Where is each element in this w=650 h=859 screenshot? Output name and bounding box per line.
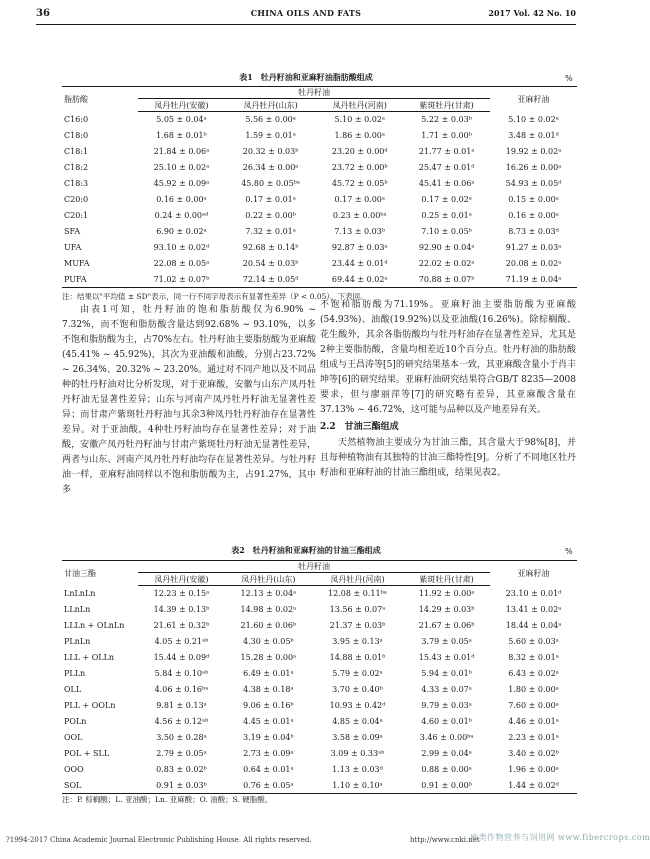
table-cell: 11.92 ± 0.00ᵃ [418, 589, 475, 599]
table-cell: 0.22 ± 0.00ᵇ [245, 211, 296, 220]
table-cell: 72.14 ± 0.05ᵈ [225, 272, 316, 288]
table2-col-header: 亚麻籽油 [490, 561, 577, 586]
row-label: PLnLn [64, 637, 91, 646]
table-cell: 5.10 ± 0.02ᵃ [508, 115, 559, 124]
table2-col-header: 凤丹牡丹(河南) [312, 573, 403, 586]
table-cell: 1.44 ± 0.02ᵈ [490, 778, 577, 794]
right-column [320, 298, 576, 481]
table-cell: 1.71 ± 0.00ᵇ [421, 131, 472, 140]
table-cell: 4.38 ± 0.18ᵃ [243, 685, 294, 694]
row-label: OOL [64, 733, 83, 742]
table-cell: 0.25 ± 0.01ᵃ [421, 211, 472, 220]
table-cell: 69.44 ± 0.02ᵃ [316, 272, 403, 288]
table-cell: 20.08 ± 0.02ᵃ [505, 259, 562, 268]
table-cell: 23.20 ± 0.00ᵈ [331, 147, 388, 156]
table-row [62, 192, 577, 208]
table-cell: 93.10 ± 0.02ᵈ [153, 243, 210, 252]
table-cell: 14.39 ± 0.13ᵇ [153, 605, 210, 614]
table-cell: 15.43 ± 0.01ᵈ [418, 653, 475, 662]
table-row [62, 128, 577, 144]
row-label: OLL [64, 685, 82, 694]
table-cell: 5.22 ± 0.03ᵇ [421, 115, 472, 125]
table-cell: 6.90 ± 0.02ᵃ [156, 227, 207, 236]
table-row [62, 746, 577, 762]
row-label: LLL + OLLn [64, 653, 115, 662]
table-cell: 5.60 ± 0.03ᵃ [508, 637, 559, 646]
table-cell: 15.28 ± 0.00ᵃ [240, 653, 297, 662]
table-cell: 92.87 ± 0.03ᵃ [331, 243, 388, 252]
paragraph: 由表1可知，牡丹籽油的饱和脂肪酸仅为6.90% ~ 7.32%，而不饱和脂肪酸含量达到92.68% ~ 93.10%，以多不饱和脂肪酸为主，占70%左右。牡丹籽油主要脂肪酸为亚麻酸(45.41% ~ 45.92%)，其次为亚油酸和油酸，分别占23.72% ~ 26.34%、20.32% ~ 23.20%。通过对不同产地以及不同品种的牡丹籽油对比分析发现，对于亚麻酸，安徽与山东产凤丹牡丹籽油无显著性差异；山东与河南产凤丹牡丹籽油无显著性差异；而甘肃产紫斑牡丹籽油与其余3种凤丹牡丹籽油存在显著性差异。对于亚油酸，4种牡丹籽油均存在显著性差异；对于油酸，安徽产凤丹牡丹籽油与甘肃产紫斑牡丹籽油无显著性差异，两者与山东、河南产凤丹牡丹籽油均存在显著性差异。与牡丹籽油一样，亚麻籽油同样以不饱和脂肪酸为主，占91.27%，其中多 [62, 305, 317, 495]
table-row [62, 730, 577, 746]
table1-title: 表1 牡丹籽油和亚麻籽油脂肪酸组成 [239, 72, 373, 82]
row-label: PLLn [64, 669, 86, 678]
table-cell: 0.17 ± 0.00ᵃ [334, 195, 385, 204]
table-row [62, 272, 577, 288]
table-cell: 3.48 ± 0.01ᵈ [508, 131, 559, 140]
row-label: MUFA [64, 259, 90, 268]
table-row [62, 160, 577, 176]
table1-col-header: 凤丹牡丹(河南) [316, 99, 403, 112]
table-cell: 45.72 ± 0.05ᵇ [331, 179, 388, 188]
issue-info: 2017 Vol. 42 No. 10 [488, 8, 576, 18]
table-cell: 4.46 ± 0.01ᵃ [508, 717, 559, 726]
table-cell: 0.24 ± 0.00ᵃᵈ [154, 211, 209, 220]
copyright-notice: ?1994-2017 China Academic Journal Electronic Publishing House. All rights reserved. [6, 836, 312, 844]
row-label: C18:3 [64, 179, 89, 188]
table-cell: 8.73 ± 0.03ᵈ [508, 227, 559, 236]
table-cell: 5.56 ± 0.00ᵃ [245, 115, 296, 125]
table-cell: 15.44 ± 0.09ᵈ [153, 653, 210, 662]
table-cell: 21.67 ± 0.06ᵇ [418, 621, 475, 630]
table1-row-header: 脂肪酸 [62, 87, 138, 112]
table-cell: 0.16 ± 0.00ᵃ [508, 211, 559, 220]
row-label: POLn [64, 717, 87, 726]
table-cell: 14.98 ± 0.02ᵃ [240, 605, 297, 614]
table-cell: 19.92 ± 0.02ᵃ [505, 147, 562, 156]
table-cell: 2.99 ± 0.04ᵃ [421, 749, 472, 758]
row-label: SOL [62, 778, 138, 794]
table-cell: 21.84 ± 0.06ᵃ [153, 147, 210, 156]
row-label: C18:2 [64, 163, 89, 172]
row-label: C20:0 [64, 195, 89, 204]
table2-note: 注：P. 棕榈酸；L. 亚油酸；Ln. 亚麻酸；O. 油酸；S. 硬脂酸。 [62, 795, 273, 804]
table1-col-header: 亚麻籽油 [490, 87, 577, 112]
table-cell: 4.06 ± 0.16ᵇᵃ [154, 685, 209, 694]
table-cell: 2.73 ± 0.09ᵃ [243, 749, 294, 758]
table-cell: 0.83 ± 0.02ᵇ [156, 765, 207, 774]
row-label: OOO [64, 765, 84, 774]
table-cell: 22.02 ± 0.02ᵃ [418, 259, 475, 268]
table-cell: 1.59 ± 0.01ᵃ [245, 131, 296, 140]
table-cell: 9.81 ± 0.13ᵃ [156, 701, 207, 710]
table-cell: 21.37 ± 0.03ᵇ [329, 621, 386, 630]
table-cell: 7.10 ± 0.05ᵇ [421, 227, 472, 236]
table-cell: 4.05 ± 0.21ᵃᵇ [154, 637, 209, 646]
table-cell: 12.13 ± 0.04ᵃ [240, 589, 297, 599]
row-label: LLLn + OLnLn [64, 621, 125, 630]
table1-col-header: 紫斑牡丹(甘肃) [403, 99, 490, 112]
table-row [62, 666, 577, 682]
table2-unit: % [565, 547, 573, 556]
table-cell: 10.93 ± 0.42ᵈ [329, 701, 386, 710]
table-cell: 20.32 ± 0.03ᵇ [242, 147, 299, 156]
row-label: UFA [64, 243, 82, 252]
watermark: 麻类作物营养与饲用网 www.fibercrops.com [470, 833, 650, 842]
table-cell: 0.23 ± 0.00ᵇᵃ [332, 211, 387, 220]
table-cell: 14.29 ± 0.03ᵇ [418, 605, 475, 614]
table1-col-header: 凤丹牡丹(安徽) [138, 99, 225, 112]
table-row [62, 208, 577, 224]
table-cell: 25.10 ± 0.02ᵃ [153, 163, 210, 172]
header-rule [36, 24, 576, 25]
table-cell: 3.40 ± 0.02ᵇ [508, 749, 559, 758]
table-row [62, 112, 577, 128]
row-label: C18:0 [64, 131, 89, 140]
row-label: C18:1 [64, 147, 89, 156]
table1-unit: % [565, 74, 573, 83]
table-cell: 3.46 ± 0.00ᵇᵃ [419, 733, 474, 742]
table-cell: 70.88 ± 0.07ᵇ [403, 272, 490, 288]
table-row [62, 634, 577, 650]
table2-col-header: 凤丹牡丹(山东) [225, 573, 312, 586]
row-label: C16:0 [64, 115, 89, 124]
table-cell: 1.10 ± 0.10ᵃ [312, 778, 403, 794]
section-heading: 2.2 甘油三酯组成 [320, 422, 399, 432]
table-cell: 0.91 ± 0.00ᵇ [403, 778, 490, 794]
table-row [62, 682, 577, 698]
table-cell: 5.94 ± 0.01ᵇ [421, 669, 472, 678]
table-cell: 8.32 ± 0.01ᵃ [508, 653, 559, 662]
table-cell: 2.23 ± 0.01ᵃ [508, 733, 559, 742]
table-cell: 12.23 ± 0.15ᵃ [153, 589, 210, 599]
table1-group-header: 牡丹籽油 [138, 87, 490, 99]
paragraph: 天然植物油主要成分为甘油三酯，其含量大于98%[8]，并且每种植物油有其独特的甘油三酯特性[9]。分析了不同地区牡丹籽油和亚麻籽油的甘油三酯组成，结果见表2。 [320, 438, 576, 478]
table-cell: 2.79 ± 0.05ᵃ [156, 749, 207, 758]
table1-col-header: 凤丹牡丹(山东) [225, 99, 316, 112]
table-cell: 23.72 ± 0.00ᵇ [331, 163, 388, 172]
table-cell: 4.45 ± 0.01ᵃ [243, 717, 294, 726]
table-row [62, 586, 577, 602]
table-cell: 3.95 ± 0.13ᵃ [332, 637, 383, 646]
table-cell: 0.91 ± 0.03ᵇ [138, 778, 225, 794]
row-label: SFA [64, 227, 81, 236]
table2-group-header: 牡丹籽油 [138, 561, 490, 573]
table-cell: 7.60 ± 0.00ᵃ [508, 701, 559, 710]
table-cell: 3.19 ± 0.04ᵇ [243, 733, 294, 742]
table-cell: 1.96 ± 0.00ᵃ [508, 765, 559, 774]
table2-body [62, 586, 577, 794]
table2 [62, 560, 577, 794]
table-cell: 1.80 ± 0.00ᵃ [508, 685, 559, 694]
table-cell: 1.13 ± 0.03ᵈ [332, 765, 383, 774]
table-row [62, 762, 577, 778]
table1-note: 注：结果以"平均值 ± SD"表示，同一行不同字母表示有显著性差异（P < 0.05）。下表同。 [62, 292, 368, 301]
table-cell: 7.13 ± 0.03ᵇ [334, 227, 386, 236]
table-cell: 4.85 ± 0.04ᵃ [332, 717, 383, 726]
table-cell: 3.79 ± 0.05ᵃ [421, 637, 472, 646]
table-cell: 12.08 ± 0.11ᵇᵃ [328, 589, 387, 599]
table-row [62, 144, 577, 160]
table-cell: 4.30 ± 0.05ᵇ [243, 637, 294, 646]
table-cell: 20.54 ± 0.03ᵇ [242, 259, 299, 268]
table-cell: 4.33 ± 0.07ᵃ [421, 685, 472, 694]
table-row [62, 778, 577, 794]
table-cell: 4.60 ± 0.01ᵇ [421, 717, 472, 726]
table-cell: 5.05 ± 0.04ᵃ [156, 115, 207, 125]
table-cell: 3.70 ± 0.40ᵇ [332, 685, 383, 694]
table-cell: 21.60 ± 0.06ᵇ [240, 621, 297, 630]
table-cell: 3.50 ± 0.28ᵃ [156, 733, 207, 742]
table-cell: 23.10 ± 0.01ᵈ [505, 589, 562, 598]
row-label: C20:1 [64, 211, 89, 220]
table-cell: 0.64 ± 0.01ᵃ [243, 765, 294, 774]
table-cell: 25.47 ± 0.01ᵈ [418, 163, 475, 172]
table-cell: 54.93 ± 0.05ᵈ [505, 179, 562, 188]
row-label: LnLnLn [64, 589, 96, 598]
table-row [62, 618, 577, 634]
left-column [62, 303, 316, 498]
table-cell: 0.17 ± 0.01ᵃ [245, 195, 296, 204]
row-label: LLnLn [64, 605, 91, 614]
table-cell: 0.17 ± 0.02ᵃ [421, 195, 472, 204]
row-label: PUFA [62, 272, 138, 288]
table-cell: 3.58 ± 0.09ᵃ [332, 733, 383, 742]
table-cell: 23.44 ± 0.01ᵈ [331, 259, 388, 268]
table-cell: 9.79 ± 0.03ᵃ [421, 701, 472, 710]
table-cell: 13.41 ± 0.02ᵃ [505, 605, 562, 614]
table-cell: 13.56 ± 0.07ᵃ [329, 605, 386, 614]
table-row [62, 176, 577, 192]
row-label: POL + SLL [64, 749, 110, 758]
table-cell: 21.77 ± 0.01ᵃ [418, 147, 475, 156]
table-cell: 0.88 ± 0.00ᵃ [421, 765, 472, 774]
table-cell: 45.92 ± 0.09ᵃ [153, 179, 210, 188]
row-label: PLL + OOLn [64, 701, 116, 710]
table-cell: 26.34 ± 0.00ᵃ [242, 163, 299, 172]
journal-name: CHINA OILS AND FATS [250, 8, 362, 18]
table-cell: 0.16 ± 0.00ᵃ [156, 195, 207, 204]
table-cell: 5.84 ± 0.10ᵃᵇ [154, 669, 209, 678]
table-cell: 45.80 ± 0.05ᵇᵃ [241, 179, 300, 188]
table-cell: 6.49 ± 0.01ᵃ [243, 669, 294, 678]
table-row [62, 224, 577, 240]
table-cell: 21.61 ± 0.32ᵇ [153, 621, 210, 630]
table-row [62, 698, 577, 714]
table-cell: 5.10 ± 0.02ᵃ [334, 115, 385, 125]
table2-col-header: 紫斑牡丹(甘肃) [403, 573, 490, 586]
cnki-link[interactable]: http://www.cnki.net [410, 836, 480, 844]
table-cell: 0.15 ± 0.00ᵃ [508, 195, 559, 204]
paragraph: 不饱和脂肪酸为71.19%。亚麻籽油主要脂肪酸为亚麻酸(54.93%)、油酸(19.92%)以及亚油酸(16.26%)。除棕榈酸、花生酸外，其余各脂肪酸均与牡丹籽油存在显著性差异，尤其是2种主要脂肪酸，含量均相差近10个百分点。牡丹籽油的脂肪酸组成与王昌涛等[5]的研究结果基本一致，其亚麻酸含量小于肖丰坤等[6]的研究结果。亚麻籽油研究结果符合GB/T 8235—2008要求，但与廖丽萍等[7]的研究略有差异，其亚麻酸含量在37.13% ~ 46.72%，这可能与品种以及产地差异有关。 [320, 300, 576, 415]
table-cell: 4.56 ± 0.12ᵃᵇ [154, 717, 209, 726]
table-cell: 45.41 ± 0.06ᵃ [418, 179, 475, 188]
table-cell: 22.08 ± 0.05ᵃ [153, 259, 210, 268]
table-cell: 1.86 ± 0.00ᵃ [334, 131, 385, 140]
table-cell: 9.06 ± 0.16ᵇ [243, 701, 294, 710]
table-cell: 16.26 ± 0.00ᵃ [505, 163, 562, 172]
table-row [62, 256, 577, 272]
table-cell: 91.27 ± 0.03ᵃ [505, 243, 562, 252]
table1-body [62, 112, 577, 288]
table-row [62, 602, 577, 618]
table-cell: 3.09 ± 0.33ᵃᵇ [330, 749, 385, 758]
table-cell: 92.68 ± 0.14ᵇ [242, 243, 299, 252]
table-cell: 6.43 ± 0.02ᵃ [508, 669, 559, 678]
table-cell: 14.88 ± 0.01ᵇ [329, 653, 386, 662]
table-cell: 0.76 ± 0.05ᵃ [225, 778, 312, 794]
table-cell: 92.90 ± 0.04ᵃ [418, 243, 475, 252]
page-number: 36 [36, 8, 50, 19]
table-row [62, 650, 577, 666]
table2-col-header: 凤丹牡丹(安徽) [138, 573, 225, 586]
table-cell: 71.19 ± 0.04ᵃ [490, 272, 577, 288]
table2-row-header: 甘油三酯 [62, 561, 138, 586]
table1 [62, 86, 577, 288]
table-row [62, 714, 577, 730]
table-cell: 7.32 ± 0.01ᵃ [245, 227, 296, 236]
table-cell: 5.79 ± 0.02ᵃ [332, 669, 383, 678]
table-row [62, 240, 577, 256]
table-cell: 18.44 ± 0.04ᵃ [505, 621, 562, 630]
table2-title: 表2 牡丹籽油和亚麻籽油的甘油三酯组成 [231, 545, 381, 555]
table-cell: 1.68 ± 0.01ᵇ [156, 131, 207, 140]
table-cell: 71.02 ± 0.07ᵇ [138, 272, 225, 288]
